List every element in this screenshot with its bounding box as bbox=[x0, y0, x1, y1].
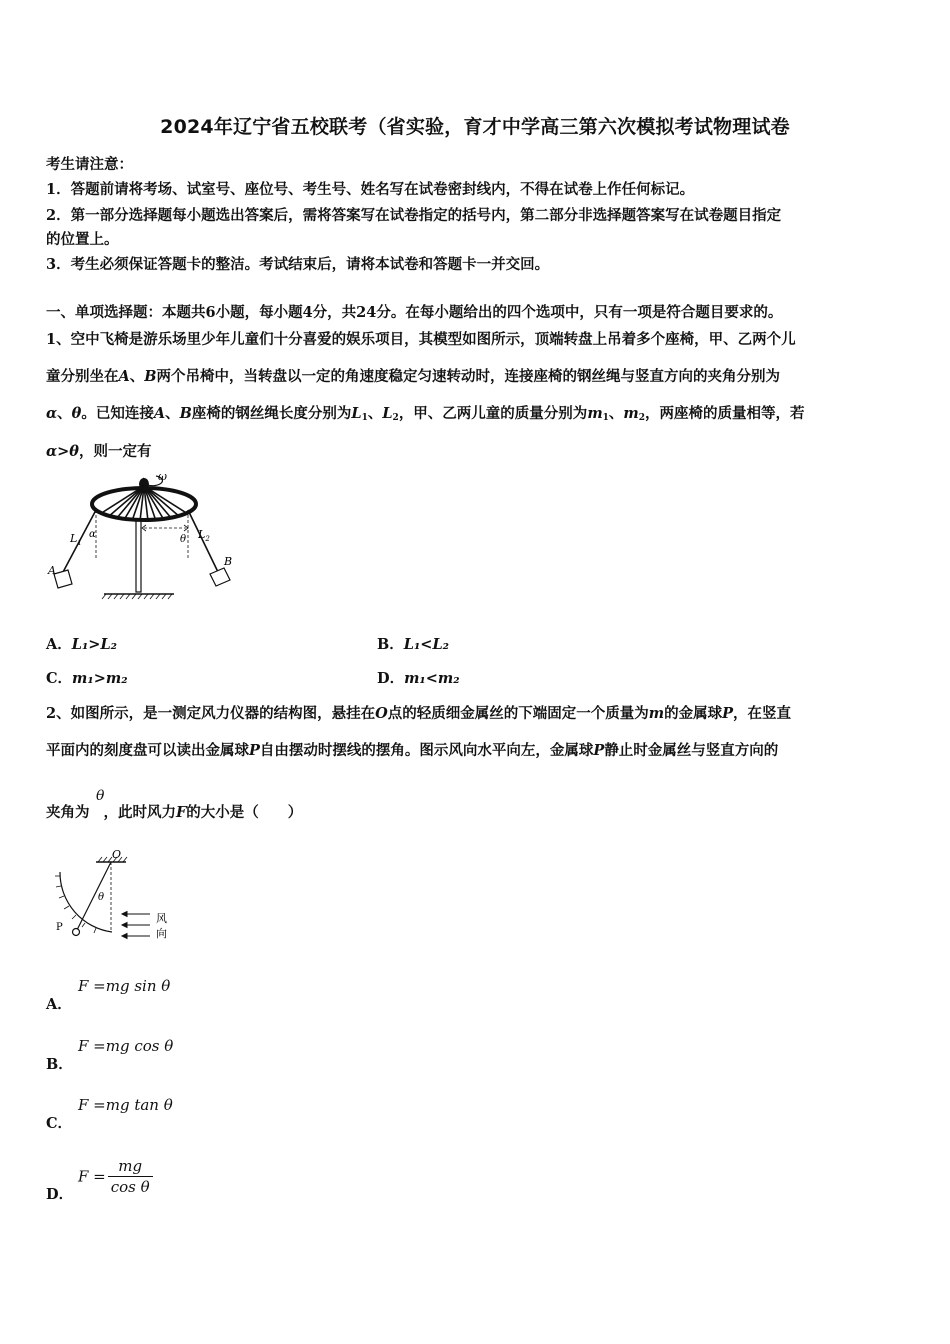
q1-option-B[interactable] bbox=[377, 633, 449, 654]
fig-label-P: P bbox=[56, 922, 63, 933]
q2-line-3 bbox=[46, 801, 302, 822]
q1-line-4 bbox=[46, 440, 151, 461]
q2-line-1 bbox=[46, 702, 791, 723]
formula-lhs: F = bbox=[78, 1167, 106, 1186]
q2-option-D-label[interactable]: D． bbox=[46, 1186, 74, 1203]
q1-option-A[interactable] bbox=[46, 633, 117, 654]
q2-text: 夹角为 bbox=[46, 804, 90, 821]
fig-omega-label: ω bbox=[158, 470, 167, 483]
q2-var-m: m bbox=[648, 705, 665, 722]
q2-var-F: F bbox=[176, 804, 187, 821]
fig-label-L2: $L_2$ bbox=[198, 528, 210, 543]
q1-sub-2: 2 bbox=[392, 413, 399, 423]
fig-label-L1: $L_1$ bbox=[70, 532, 82, 547]
q1-text: 童分别坐在 bbox=[46, 368, 119, 385]
q1-text: 、 bbox=[165, 405, 180, 422]
fig-label-wind: 风 bbox=[156, 912, 167, 925]
q1-text: ，甲、乙两儿童的质量分别为 bbox=[398, 405, 588, 422]
section-heading: 一、单项选择题：本题共6小题，每小题4分，共24分。在每小题给出的四个选项中，只有一项是符合题目要求的。 bbox=[46, 304, 783, 321]
fraction-numerator: mg bbox=[108, 1157, 153, 1177]
fig-label-direction: 向 bbox=[156, 927, 167, 940]
q1-sub-2: 2 bbox=[638, 413, 646, 423]
q2-var-O: O bbox=[375, 705, 388, 722]
option-text: m₁<m₂ bbox=[404, 670, 460, 687]
notice-item-3: 3．考生必须保证答题卡的整洁。考试结束后，请将本试卷和答题卡一并交回。 bbox=[46, 256, 550, 273]
q2-figure-wind-meter bbox=[46, 846, 186, 946]
q2-text: ，此时风力 bbox=[103, 804, 176, 821]
q1-line-3 bbox=[46, 402, 805, 423]
q2-option-A-formula[interactable]: F =mg sin θ bbox=[78, 977, 171, 995]
center-pole bbox=[136, 520, 141, 592]
q2-text: 2、如图所示，是一测定风力仪器的结构图，悬挂在 bbox=[46, 705, 376, 722]
q2-option-B-label[interactable]: B． bbox=[46, 1056, 73, 1073]
page-title: 2024年辽宁省五校联考（省实验，育才中学高三第六次模拟考试物理试卷 bbox=[160, 116, 790, 138]
option-text: L₁>L₂ bbox=[71, 636, 118, 653]
metal-wire bbox=[77, 862, 111, 930]
q1-figure-flying-chairs bbox=[40, 466, 250, 606]
q1-text: ，则一定有 bbox=[78, 443, 152, 460]
q1-line-1: 1、空中飞椅是游乐场里少年儿童们十分喜爱的娱乐项目，其模型如图所示，顶端转盘上吊着多个座椅，甲、乙两个儿 bbox=[46, 331, 796, 348]
q1-var-alpha: α bbox=[46, 405, 58, 422]
q2-option-B-formula[interactable]: F =mg cos θ bbox=[78, 1037, 174, 1055]
q1-sub-1: 1 bbox=[361, 413, 368, 423]
q2-text: 点的轻质细金属丝的下端固定一个质量为 bbox=[387, 705, 649, 722]
q1-var-L1: L bbox=[351, 405, 362, 422]
q1-text: 、 bbox=[57, 405, 72, 422]
option-text: m₁>m₂ bbox=[72, 670, 128, 687]
q2-option-C-formula[interactable]: F =mg tan θ bbox=[78, 1096, 173, 1114]
q2-option-C-label[interactable]: C． bbox=[46, 1115, 73, 1132]
notice-item-1: 1．答题前请将考场、试室号、座位号、考生号、姓名写在试卷密封线内，不得在试卷上作任何标记。 bbox=[46, 181, 695, 198]
notice-item-2-cont: 的位置上。 bbox=[46, 231, 119, 248]
q1-sub-1: 1 bbox=[602, 413, 609, 423]
notice-heading: 考生请注意： bbox=[46, 156, 133, 173]
fraction-denominator: cos θ bbox=[110, 1178, 150, 1196]
q1-text: 、 bbox=[608, 405, 624, 422]
metal-ball-P bbox=[73, 929, 80, 936]
q1-var-m2: m bbox=[623, 405, 639, 422]
q1-text: 座椅的钢丝绳长度分别为 bbox=[191, 405, 352, 422]
q2-var-P: P bbox=[722, 705, 733, 722]
q2-option-D-formula[interactable] bbox=[78, 1157, 153, 1196]
q2-text: 自由摆动时摆线的摆角。图示风向水平向左，金属球 bbox=[259, 742, 594, 759]
q1-condition: α>θ bbox=[46, 443, 79, 460]
q1-text: 、 bbox=[129, 368, 145, 385]
q2-text: ，在竖直 bbox=[732, 705, 791, 722]
option-text: L₁<L₂ bbox=[403, 636, 450, 653]
q2-option-A-label[interactable]: A． bbox=[46, 996, 72, 1013]
q1-var-theta: θ bbox=[71, 405, 82, 422]
q2-text: 的大小是（ ） bbox=[186, 804, 303, 821]
q2-var-P: P bbox=[249, 742, 260, 759]
fig-label-alpha: α bbox=[89, 529, 96, 540]
q2-text: 静止时金属丝与竖直方向的 bbox=[604, 742, 779, 759]
notice-item-2: 2．第一部分选择题每小题选出答案后，需将答案写在试卷指定的括号内，第二部分非选择题答案写在试卷题目指定 bbox=[46, 207, 782, 224]
q1-var-A: A bbox=[118, 368, 130, 385]
q1-text: 两个吊椅中，当转盘以一定的角速度稳定匀速转动时，连接座椅的钢丝绳与竖直方向的夹角分别为 bbox=[156, 368, 781, 385]
q1-line-2 bbox=[46, 365, 780, 386]
q1-var-L2: L bbox=[382, 405, 393, 422]
fig-label-theta: θ bbox=[98, 892, 105, 903]
q2-var-P: P bbox=[593, 742, 605, 759]
q1-option-C[interactable] bbox=[46, 667, 128, 688]
q1-text: 、 bbox=[367, 405, 383, 422]
chair-B bbox=[210, 568, 230, 586]
q1-text: ，两座椅的质量相等，若 bbox=[645, 405, 805, 422]
option-label: D． bbox=[377, 670, 405, 687]
scale-arc bbox=[60, 872, 112, 932]
formula-fraction bbox=[108, 1157, 153, 1196]
q2-line-2 bbox=[46, 739, 778, 760]
wind-arrows bbox=[122, 912, 150, 939]
chair-A bbox=[54, 570, 72, 588]
q1-var-A: A bbox=[153, 405, 166, 422]
q2-theta-symbol: θ bbox=[96, 788, 105, 804]
q1-text: 。已知连接 bbox=[81, 405, 154, 422]
fig-label-theta: θ bbox=[180, 534, 187, 545]
q1-var-B: B bbox=[179, 405, 192, 422]
q1-option-D[interactable] bbox=[377, 667, 460, 688]
option-label: C． bbox=[46, 670, 73, 687]
q2-text: 平面内的刻度盘可以读出金属球 bbox=[46, 742, 249, 759]
fig-label-O: O bbox=[112, 848, 122, 861]
rope-L2 bbox=[188, 510, 218, 572]
q1-var-B: B bbox=[144, 368, 157, 385]
option-label: A． bbox=[46, 636, 72, 653]
fig-label-A: A bbox=[48, 564, 56, 577]
q1-var-m1: m bbox=[587, 405, 603, 422]
fig-label-B: B bbox=[224, 555, 233, 568]
option-label: B． bbox=[377, 636, 404, 653]
q2-text: 的金属球 bbox=[664, 705, 723, 722]
